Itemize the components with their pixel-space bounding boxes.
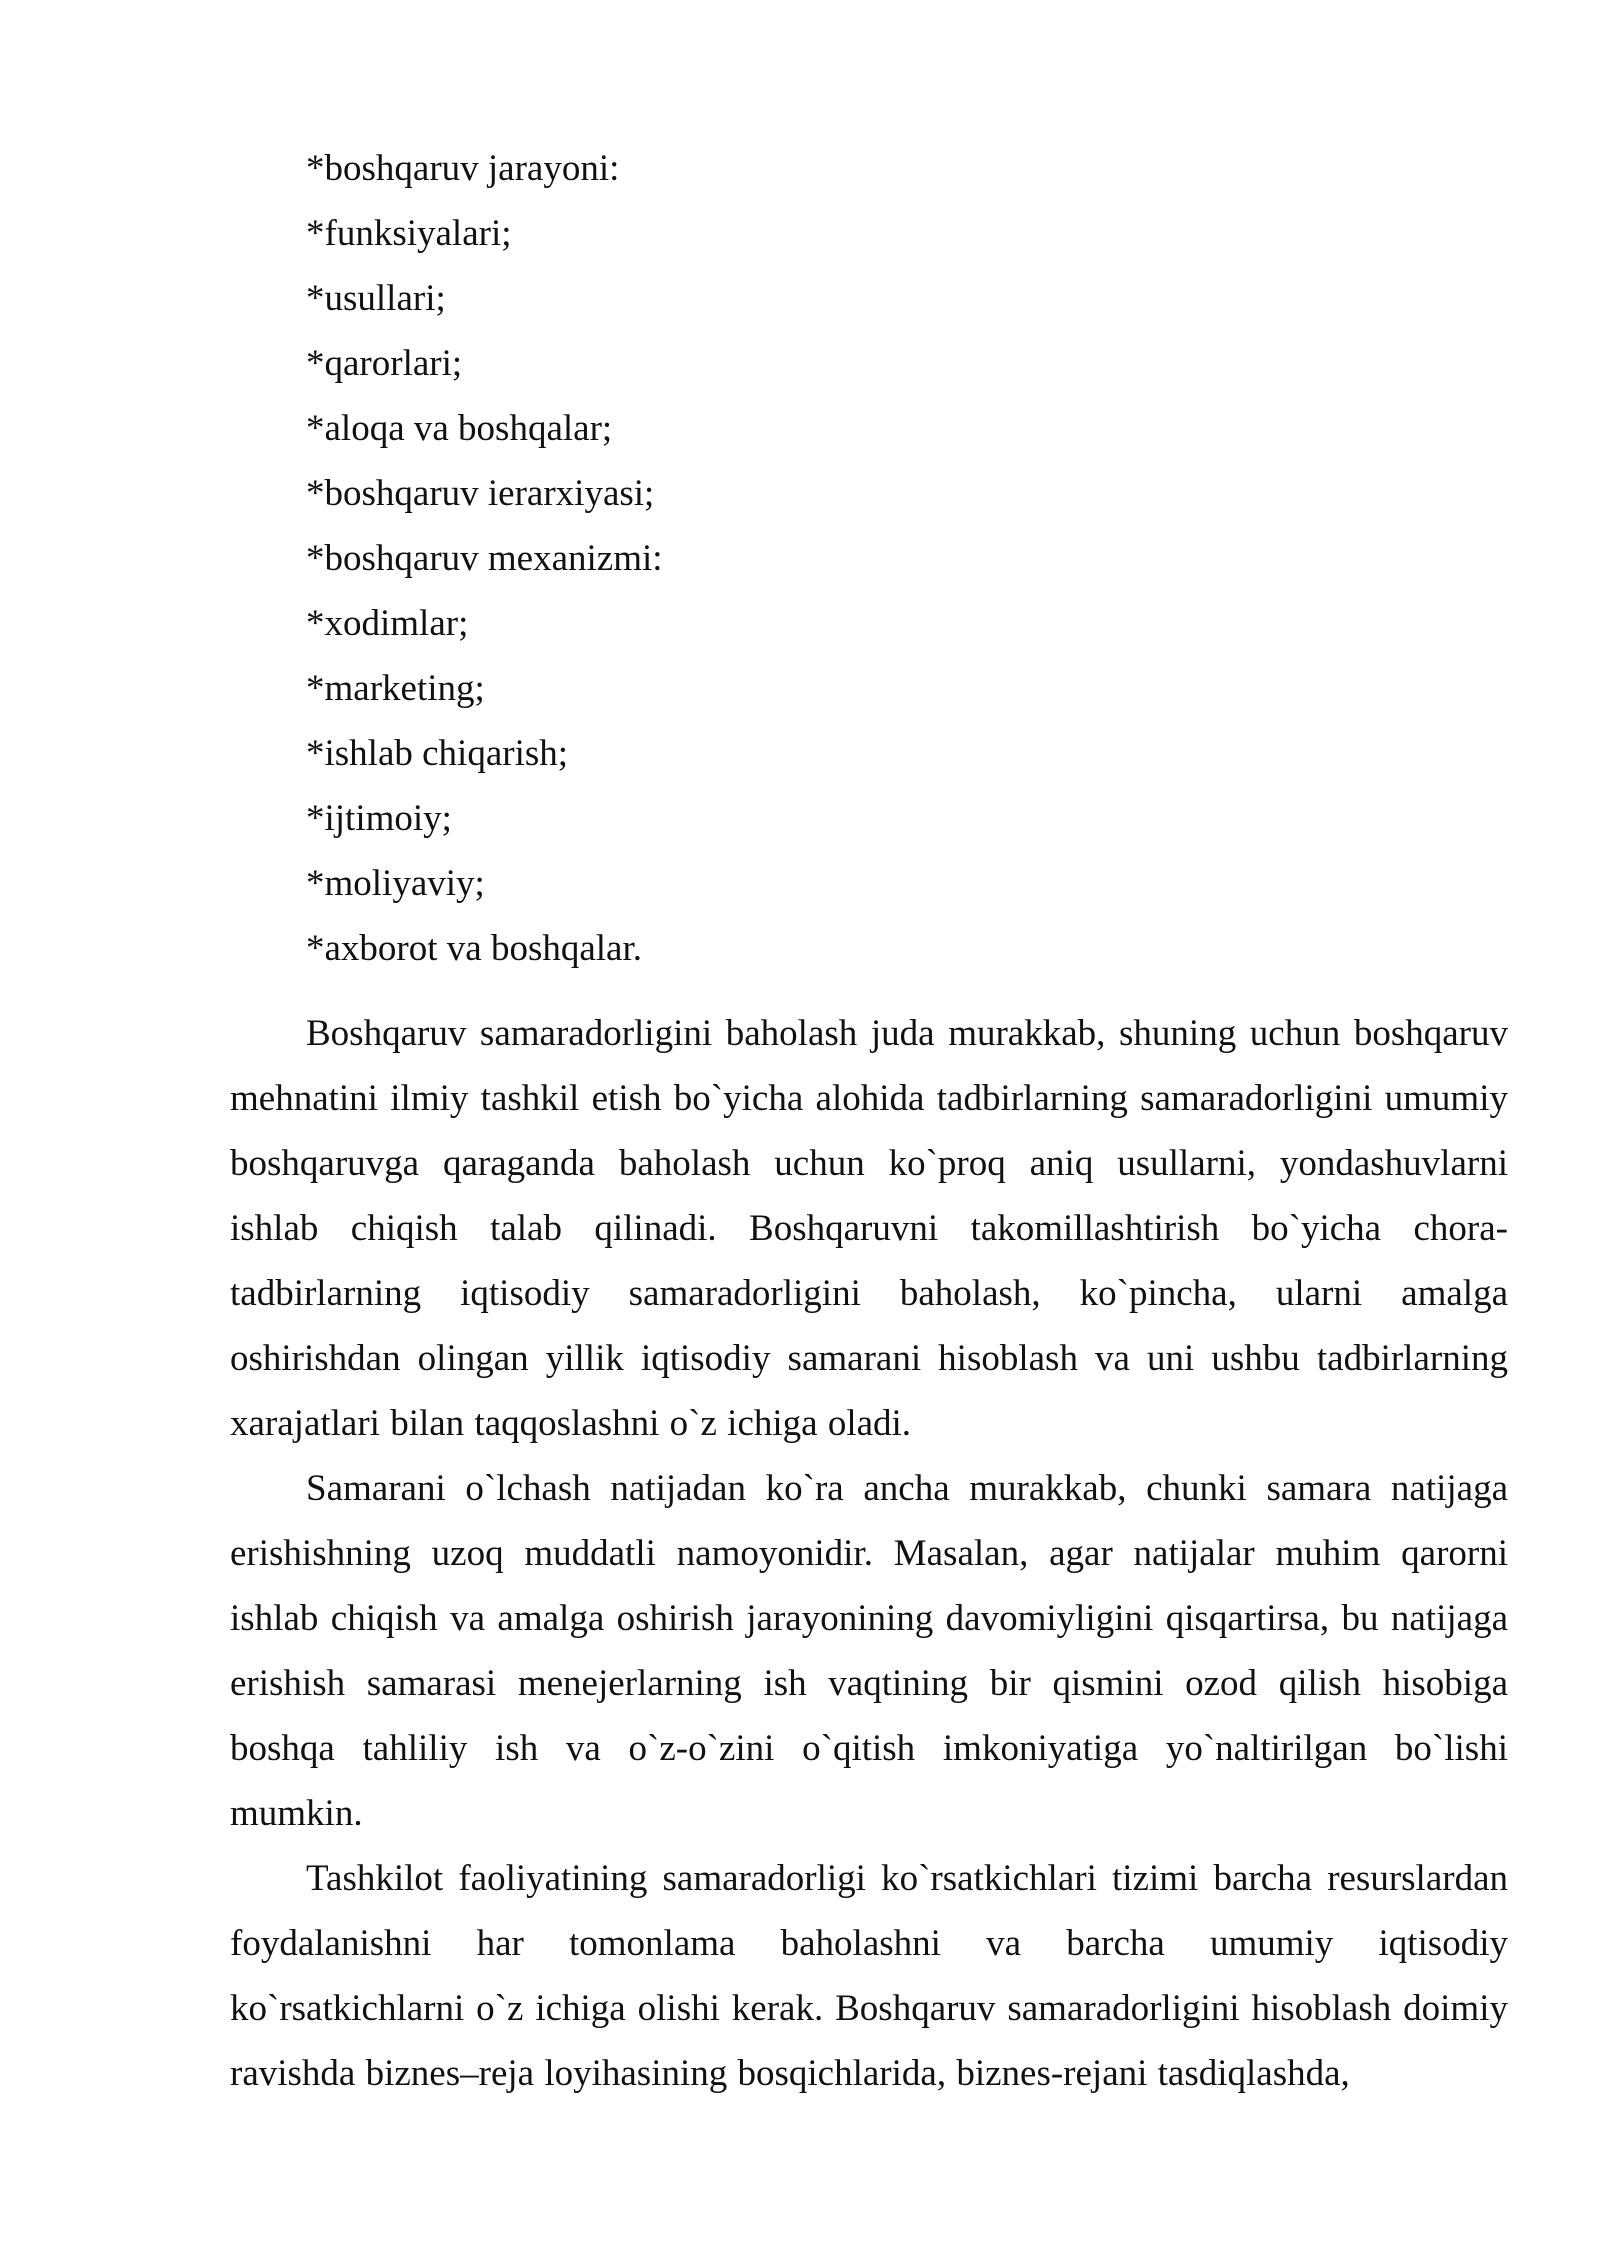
body-text (230, 1001, 1508, 2106)
list-item: *axborot va boshqalar. (306, 928, 642, 969)
list-item: *usullari; (306, 278, 446, 319)
list-item: *funksiyalari; (306, 213, 512, 254)
list-item: *aloqa va boshqalar; (306, 408, 613, 449)
list-item: *boshqaruv ierarxiyasi; (306, 473, 655, 514)
list-item: *ishlab chiqarish; (306, 733, 569, 774)
list-item: *boshqaruv mexanizmi: (306, 538, 663, 579)
list-item: *qarorlari; (306, 343, 463, 384)
list-item: *ijtimoiy; (306, 798, 452, 839)
list-item: *xodimlar; (306, 603, 469, 644)
list-item: *moliyaviy; (306, 863, 485, 904)
paragraph-efficiency-assessment: Boshqaruv samaradorligini baholash juda murakkab, shuning uchun boshqaruv mehnatini ilmiy tashkil etish bo`yicha alohida tadbirlarning samaradorligini umumiy boshqaruvga qaraganda baholash uchun ko`proq aniq usullarni, yondashuvlarni ishlab chiqish talab qilinadi. Boshqaruvni takomillashtirish bo`yicha chora-tadbirlarning iqtisodiy samaradorligini baholash, ko`pincha, ularni amalga oshirishdan olingan yillik iqtisodiy samarani hisoblash va uni ushbu tadbirlarning xarajatlari bilan taqqoslashni o`z ichiga oladi. (230, 1013, 1508, 1444)
list-item: *boshqaruv jarayoni: (306, 148, 620, 189)
list-item: *marketing; (306, 668, 485, 709)
paragraph-effect-measurement: Samarani o`lchash natijadan ko`ra ancha murakkab, chunki samara natijaga erishishning uzoq muddatli namoyonidir. Masalan, agar natijalar muhim qarorni ishlab chiqish va amalga oshirish jarayonining davomiyligini qisqartirsa, bu natijaga erishish samarasi menejerlarning ish vaqtining bir qismini ozod qilish hisobiga boshqa tahliliy ish va o`z-o`zini o`qitish imkoniyatiga yo`naltirilgan bo`lishi mumkin. (230, 1468, 1508, 1834)
bullet-list (306, 146, 663, 991)
paragraph-indicator-system: Tashkilot faoliyatining samaradorligi ko`rsatkichlari tizimi barcha resurslardan foydalanishni har tomonlama baholashni va barcha umumiy iqtisodiy ko`rsatkichlarni o`z ichiga olishi kerak. Boshqaruv samaradorligini hisoblash doimiy ravishda biznes–reja loyihasining bosqichlarida, biznes-rejani tasdiqlashda, (230, 1858, 1508, 2094)
